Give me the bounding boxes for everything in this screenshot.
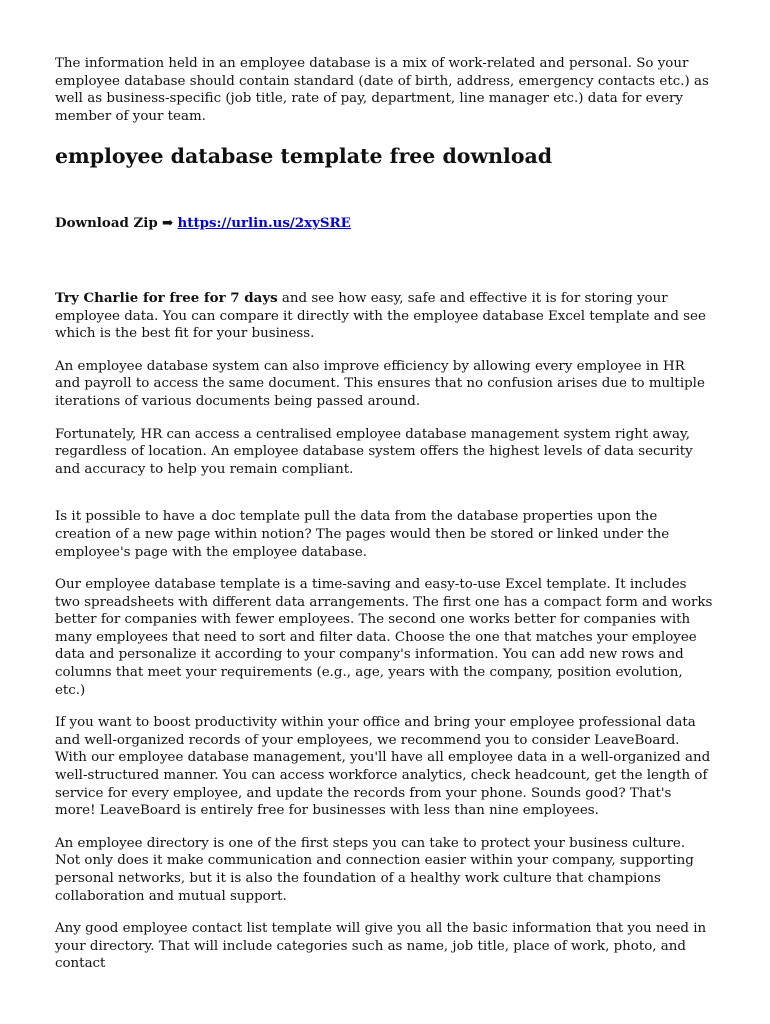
body-paragraph: Any good employee contact list template will give you all the basic information that you need in your directory. That will include categories such as name, job title, place of work, photo, and contact (55, 921, 707, 972)
body-paragraph: Is it possible to have a doc template pull the data from the database properties upon the creation of a new page within notion? The pages would then be stored or linked under the employee's page with the employee database. (55, 509, 670, 560)
body-paragraph: Our employee database template is a time-saving and easy-to-use Excel template. It includes two spreadsheets with different data arrangements. The first one has a compact form and works better for companies with fewer employees. The second one works better for companies with many employees that need to sort and filter data. Choose the one that matches your employee data and personalize it according to your company's information. You can add new rows and columns that meet your requirements (e.g., age, years with the company, position evolution, etc.) (55, 577, 713, 698)
body-paragraph: Fortunately, HR can access a centralised employee database management system right away, regardless of location. An employee database system offers the highest levels of data security and accuracy to help you remain compliant. (55, 426, 693, 477)
arrow-right-icon: ➡ (162, 215, 174, 232)
page-heading: employee database template free download (55, 144, 553, 169)
try-charlie-bold: Try Charlie for free for 7 days (55, 289, 278, 306)
try-charlie-paragraph (55, 290, 714, 343)
download-link[interactable]: https://urlin.us/2xySRE (177, 215, 351, 232)
download-line (55, 215, 714, 233)
body-paragraph: An employee directory is one of the first steps you can take to protect your business culture. Not only does it make communication and connection easier within your company, supporting personal networks, but it is also the foundation of a healthy work culture that champions collaboration and mutual support. (55, 835, 694, 904)
try-charlie-text: and see how easy, safe and effective it is for storing your employee data. You can compare it directly with the employee database Excel template and see which is the best fit for your business. (55, 290, 706, 342)
download-label: Download Zip (55, 215, 158, 232)
body-paragraph: If you want to boost productivity within your office and bring your employee professional data and well-organized records of your employees, we recommend you to consider LeaveBoard. With our employee database management, you'll have all employee data in a well-organized and well-structured manner. You can access workforce analytics, check headcount, get the length of service for every employee, and update the records from your phone. Sounds good? That's more! LeaveBoard is entirely free for businesses with less than nine employees. (55, 715, 711, 819)
intro-paragraph: The information held in an employee database is a mix of work-related and personal. So your employee database should contain standard (date of birth, address, emergency contacts etc.) as well as business-specific (job title, rate of pay, department, line manager etc.) data for every member of your team. (55, 56, 709, 124)
body-paragraph: An employee database system can also improve efficiency by allowing every employee in HR and payroll to access the same document. This ensures that no confusion arises due to multiple iterations of various documents being passed around. (55, 358, 705, 409)
